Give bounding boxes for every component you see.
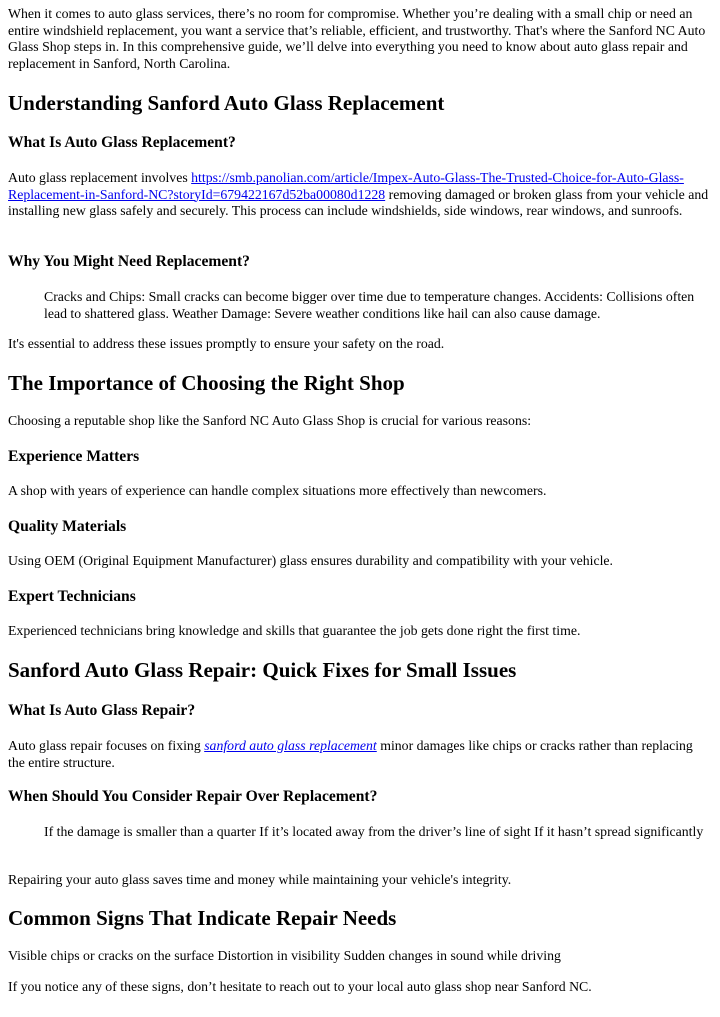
section-heading-importance: The Importance of Choosing the Right Shop — [8, 371, 405, 395]
quality-materials-paragraph: Using OEM (Original Equipment Manufacturer) glass ensures durability and compatibility with your vehicle. — [8, 553, 614, 568]
technicians-paragraph: Experienced technicians bring knowledge and skills that guarantee the job gets done right the first time. — [8, 623, 581, 638]
repair-paragraph — [8, 738, 712, 771]
repair-benefit-paragraph: Repairing your auto glass saves time and money while maintaining your vehicle's integrity. — [8, 872, 512, 887]
panolian-article-link[interactable]: https://smb.panolian.com/article/Impex-Auto-Glass-The-Trusted-Choice-for-Auto-Glass-Replacement-in-Sanford-NC?storyId=679422167d52ba00080d1228 — [8, 170, 684, 202]
replacement-text-after: removing damaged or broken glass from your vehicle and installing new glass safely and securely. This process can include windshields, side windows, rear windows, and sunroofs. — [8, 186, 709, 218]
subheading-what-is-replacement: What Is Auto Glass Replacement? — [8, 134, 236, 151]
reasons-blockquote: Cracks and Chips: Small cracks can become bigger over time due to temperature changes. Accidents: Collisions often lead to shattered glass. Weather Damage: Severe weather conditions like hail can also cause damage. — [44, 289, 695, 321]
repair-criteria-blockquote: If the damage is smaller than a quarter If it’s located away from the driver’s line of sight If it hasn’t spread significantly — [44, 824, 704, 839]
repair-text-before: Auto glass repair focuses on fixing — [8, 738, 205, 753]
safety-paragraph: It's essential to address these issues promptly to ensure your safety on the road. — [8, 336, 445, 351]
subheading-experience: Experience Matters — [8, 448, 140, 465]
intro-paragraph: When it comes to auto glass services, there’s no room for compromise. Whether you’re dealing with a small chip or need an entire windshield replacement, you want a service that’s reliable, efficient, and trustworthy. That's where the Sanford NC Auto Glass Shop steps in. In this comprehensive guide, we’ll delve into everything you need to know about auto glass repair and replacement in Sanford, North Carolina. — [8, 6, 706, 71]
subheading-quality-materials: Quality Materials — [8, 518, 127, 535]
reputable-shop-paragraph: Choosing a reputable shop like the Sanford NC Auto Glass Shop is crucial for various reasons: — [8, 413, 532, 428]
section-heading-common-signs: Common Signs That Indicate Repair Needs — [8, 906, 397, 930]
signs-paragraph: Visible chips or cracks on the surface Distortion in visibility Sudden changes in sound while driving — [8, 948, 561, 963]
repair-text-after: minor damages like chips or cracks rather than replacing the entire structure. — [8, 738, 693, 770]
experience-paragraph: A shop with years of experience can handle complex situations more effectively than newcomers. — [8, 483, 547, 498]
replacement-paragraph — [8, 170, 712, 220]
subheading-expert-technicians: Expert Technicians — [8, 588, 136, 605]
subheading-why-replacement: Why You Might Need Replacement? — [8, 253, 250, 270]
contact-paragraph: If you notice any of these signs, don’t hesitate to reach out to your local auto glass shop near Sanford NC. — [8, 979, 592, 994]
replacement-text-before: Auto glass replacement involves — [8, 170, 192, 185]
sanford-replacement-link[interactable]: sanford auto glass replacement — [204, 738, 377, 753]
subheading-repair-vs-replacement: When Should You Consider Repair Over Replacement? — [8, 788, 378, 805]
section-heading-understanding-replacement: Understanding Sanford Auto Glass Replacement — [8, 91, 445, 115]
subheading-what-is-repair: What Is Auto Glass Repair? — [8, 702, 196, 719]
section-heading-repair: Sanford Auto Glass Repair: Quick Fixes for Small Issues — [8, 658, 517, 682]
